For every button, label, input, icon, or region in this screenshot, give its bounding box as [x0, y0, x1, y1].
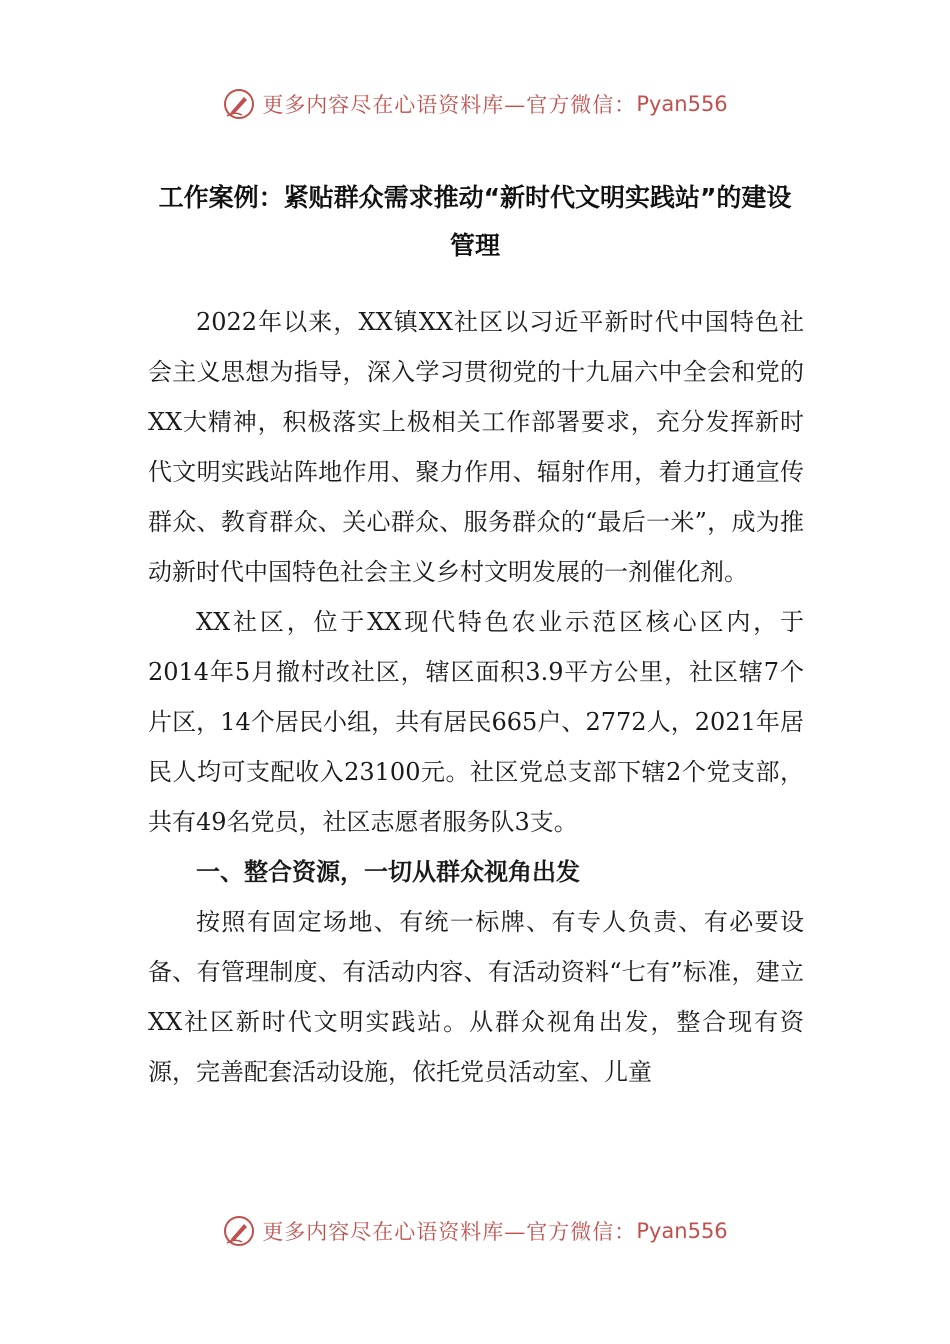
body-paragraph: 2022年以来，XX镇XX社区以习近平新时代中国特色社会主义思想为指导，深入学习贯彻党的十九届六中全会和党的XX大精神，积极落实上极相关工作部署要求，充分发挥新时代文明实践站阵地作用、聚力作用、辐射作用，着力打通宣传群众、教育群众、关心群众、服务群众的“最后一米”，成为推动新时代中国特色社会主义乡村文明发展的一剂催化剂。 [148, 308, 804, 586]
section-heading: 一、整合资源，一切从群众视角出发 [196, 858, 580, 886]
watermark-banner-top [0, 84, 950, 124]
watermark-banner-bottom [0, 1211, 950, 1251]
watermark-handle: Pyan556 [636, 1219, 728, 1243]
document-body [148, 297, 804, 1097]
watermark-handle: Pyan556 [636, 92, 728, 116]
body-paragraph: XX社区，位于XX现代特色农业示范区核心区内，于2014年5月撤村改社区，辖区面积3.9平方公里，社区辖7个片区，14个居民小组，共有居民665户、2772人，2021年居民人均可支配收入23100元。社区党总支部下辖2个党支部，共有49名党员，社区志愿者服务队3支。 [148, 608, 804, 836]
watermark-text: 更多内容尽在心语资料库—官方微信： [262, 1220, 637, 1244]
pen-logo-icon [222, 1214, 256, 1248]
watermark-text: 更多内容尽在心语资料库—官方微信： [262, 93, 637, 117]
body-paragraph: 按照有固定场地、有统一标牌、有专人负责、有必要设备、有管理制度、有活动内容、有活动资料“七有”标准，建立XX社区新时代文明实践站。从群众视角出发，整合现有资源，完善配套活动设施，依托党员活动室、儿童 [148, 908, 804, 1086]
document-title: 工作案例：紧贴群众需求推动“新时代文明实践站”的建设管理 [158, 183, 792, 260]
pen-logo-icon [222, 87, 256, 121]
